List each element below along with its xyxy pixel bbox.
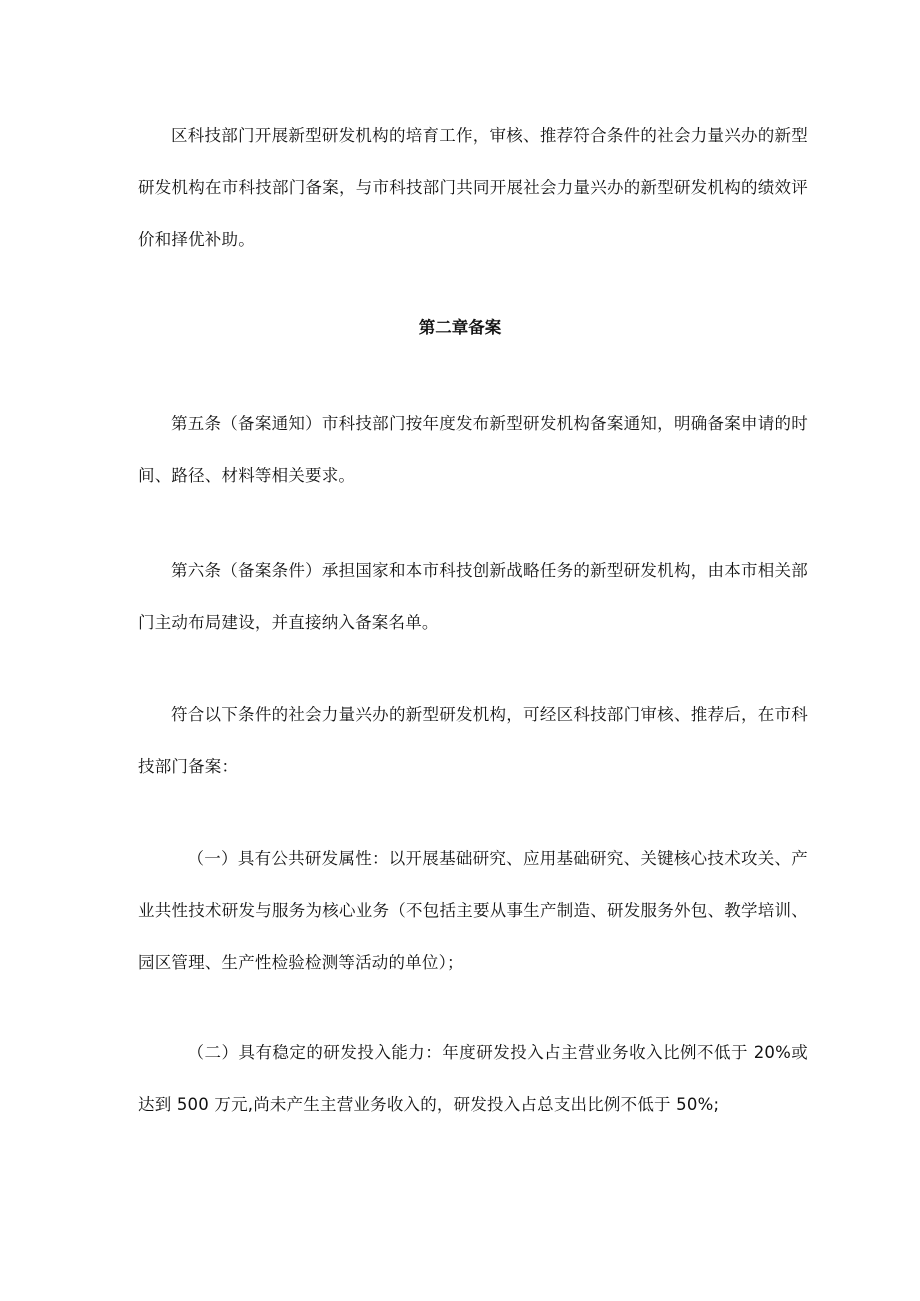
intro-paragraph: 区科技部门开展新型研发机构的培育工作，审核、推荐符合条件的社会力量兴办的新型研发机构在市科技部门备案，与市科技部门共同开展社会力量兴办的新型研发机构的绩效评价和择优补助。	[138, 126, 808, 249]
condition-item-2: （二）具有稳定的研发投入能力：年度研发投入占主营业务收入比例不低于 20%或达到 500 万元,尚未产生主营业务收入的，研发投入占总支出比例不低于 50%;	[138, 1043, 808, 1114]
conditions-intro-paragraph: 符合以下条件的社会力量兴办的新型研发机构，可经区科技部门审核、推荐后，在市科技部门备案：	[138, 705, 808, 776]
article-5-paragraph: 第五条（备案通知）市科技部门按年度发布新型研发机构备案通知，明确备案申请的时间、路径、材料等相关要求。	[138, 414, 808, 485]
condition-item-1: （一）具有公共研发属性：以开展基础研究、应用基础研究、关键核心技术攻关、产业共性技术研发与服务为核心业务（不包括主要从事生产制造、研发服务外包、教学培训、园区管理、生产性检验检测等活动的单位）；	[138, 849, 808, 972]
article-6-paragraph: 第六条（备案条件）承担国家和本市科技创新战略任务的新型研发机构，由本市相关部门主动布局建设，并直接纳入备案名单。	[138, 561, 808, 632]
chapter-heading: 第二章备案	[418, 318, 502, 337]
